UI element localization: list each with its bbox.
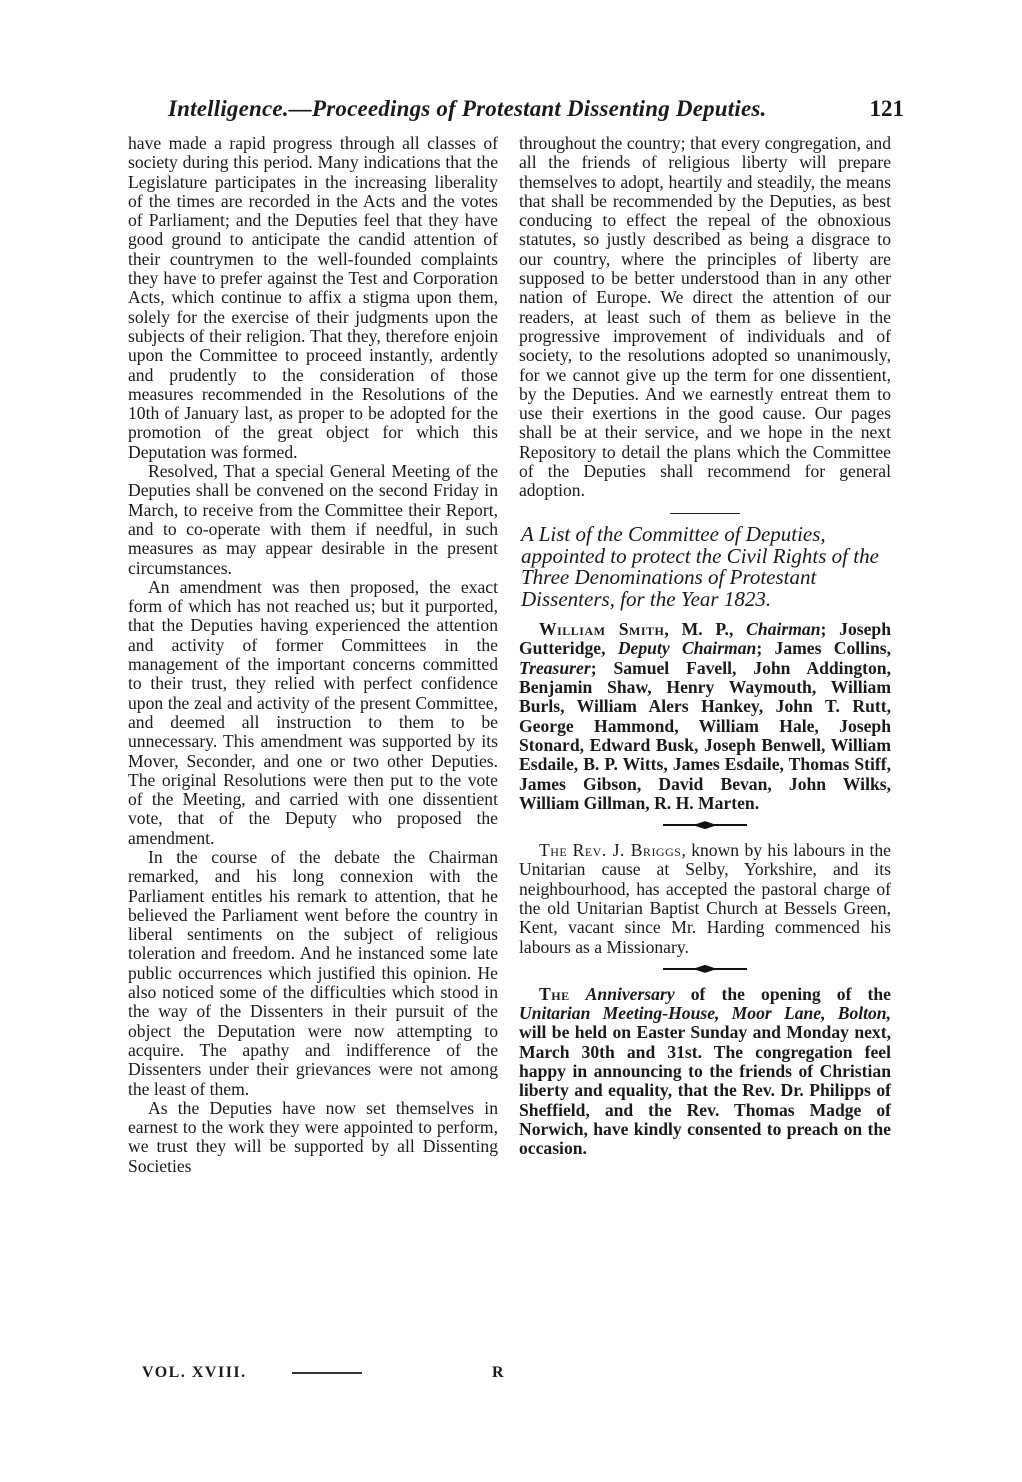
briggs-name: Rev. J. Briggs (572, 840, 682, 861)
committee-list-heading: A List of the Committee of Deputies, appointed to protect the Civil Rights of the Three Denominations of Protestant Dissenters, for the Year 1823. (521, 522, 879, 611)
running-title: Intelligence.—Proceedings of Protestant Dissenting Deputies. (168, 96, 767, 121)
right-column (519, 134, 891, 1159)
page-footer (142, 1364, 902, 1386)
ornamental-divider-diamond (693, 821, 717, 829)
left-paragraph-resolved: Resolved, That a special General Meeting of the Deputies shall be convened on the second Friday in March, to receive from the Committee their Report, and to co-operate with them if needful, in such measures as may appear desirable in the present circumstances. (128, 461, 498, 578)
committee-members-part2: ; Joseph Gutteridge, (519, 619, 891, 659)
anniversary-lead: The (539, 983, 570, 1004)
ornamental-divider-2 (663, 965, 747, 973)
anniversary-word: Anniversary (585, 983, 675, 1004)
right-paragraph-1: throughout the country; that every congregation, and all the friends of religious liberty will prepare themselves to adopt, heartily and steadily, the means that shall be recommended by the Deputies, as best conducing to effect the repeal of the obnoxious statutes, so justly described as being a disgrace to our country, where the principles of liberty are supposed to be better understood than in any other nation of Europe. We direct the attention of our readers, at least such of them as believe in the progressive improvement of individuals and of society, to the resolutions adopted so unanimously, for we cannot give up the term for one dissentient, by the Deputies. And we earnestly entreat them to use their exertions in the good cause. Our pages shall be at their service, and we hope in the next Repository to detail the plans which the Committee of the Deputies shall recommend for general adoption. (519, 133, 891, 501)
briggs-notice (519, 841, 891, 957)
treasurer-label: Treasurer (519, 657, 591, 678)
committee-members-rest: ; Samuel Favell, John Addington, Benjamin Shaw, Henry Waymouth, William Burls, William Alers Hankey, John T. Rutt, George Hammond, William Hale, Joseph Stonard, Edward Busk, Joseph Benwell, William Esdaile, B. P. Witts, James Esdaile, Thomas Stiff, James Gibson, David Bevan, John Wilks, William Gillman, R. H. Marten. (519, 657, 891, 813)
deputy-chairman-label: Deputy Chairman (617, 638, 757, 659)
briggs-text: , known by his labours in the Unitarian cause at Selby, Yorkshire, and its neighbourhood, has accepted the pastoral charge of the old Unitarian Baptist Church at Bessels Green, Kent, vacant since Mr. Harding commenced his labours as a Missionary. (519, 840, 891, 957)
left-column (128, 134, 498, 1176)
page-number: 121 (869, 96, 904, 121)
footer-rule (292, 1372, 362, 1374)
left-paragraph-1: have made a rapid progress through all classes of society during this period. Many indications that the Legislature participates in the increasing liberality of the times are recorded in the Acts and the votes of Parliament; and the Deputies feel that they have good ground to anticipate the candid attention of their countrymen to the well-founded complaints they have to prefer against the Test and Corporation Acts, which continue to affix a stigma upon them, solely for the exercise of their judgments upon the subjects of their religion. That they, therefore enjoin upon the Committee to proceed instantly, ardently and prudently to the consideration of those measures recommended in the Resolutions of the 10th of January last, as proper to be adopted for the promotion of the great object for which this Deputation was formed. (128, 133, 498, 462)
section-divider (670, 513, 740, 515)
ornamental-divider-diamond (693, 965, 717, 973)
committee-chairman-suffix: , M. P., (664, 619, 734, 640)
anniversary-text: will be held on Easter Sunday and Monday next, March 30th and 31st. The congregation feel happy in announcing to the friends of Christian liberty and equality, that the Rev. Dr. Philipps of Sheffield, and the Rev. Thomas Madge of Norwich, have kindly consented to preach on the occasion. (519, 1022, 891, 1159)
ornamental-divider-1 (663, 821, 747, 829)
briggs-lead: The (539, 840, 568, 861)
anniversary-notice (519, 985, 891, 1159)
left-paragraph-amendment: An amendment was then proposed, the exact form of which has not reached us; but it purported, that the Deputies having experienced the attention and activity of former Committees in the management of the important concerns committed to their trust, they relied with perfect confidence upon the zeal and activity of the present Committee, and deemed all instruction to them to be unnecessary. This amendment was supported by its Mover, Seconder, and one or two other Deputies. The original Resolutions were then put to the vote of the Meeting, and carried with one dissentient vote, that of the Deputy who proposed the amendment. (128, 576, 498, 848)
chairman-label: Chairman (746, 619, 821, 640)
anniversary-place: Unitarian Meeting-House, Moor Lane, Bolton, (519, 1003, 891, 1024)
left-paragraph-closing: As the Deputies have now set themselves in earnest to the work they were appointed to perform, we trust they will be supported by all Dissenting Societies (128, 1097, 498, 1176)
running-header (128, 96, 904, 130)
committee-members (519, 620, 891, 813)
committee-chairman-name: William Smith (539, 619, 665, 640)
left-paragraph-debate: In the course of the debate the Chairman remarked, and his long connexion with the Parliament entitles his remark to attention, that he believed the Parliament went before the country in liberal sentiments on the subject of religious toleration and freedom. And he instanced some late public occurrences which justified this opinion. He also noticed some of the difficulties which stood in the way of the Dissenters in their pursuit of the object the Deputation were now attempting to acquire. The apathy and indifference of the Dissenters under their grievances were not among the least of them. (128, 846, 498, 1099)
committee-members-part3: ; James Collins, (756, 638, 891, 659)
volume-label: VOL. XVIII. (142, 1364, 247, 1381)
signature-mark: R (492, 1364, 506, 1381)
anniversary-mid: of the opening of the (690, 983, 891, 1004)
